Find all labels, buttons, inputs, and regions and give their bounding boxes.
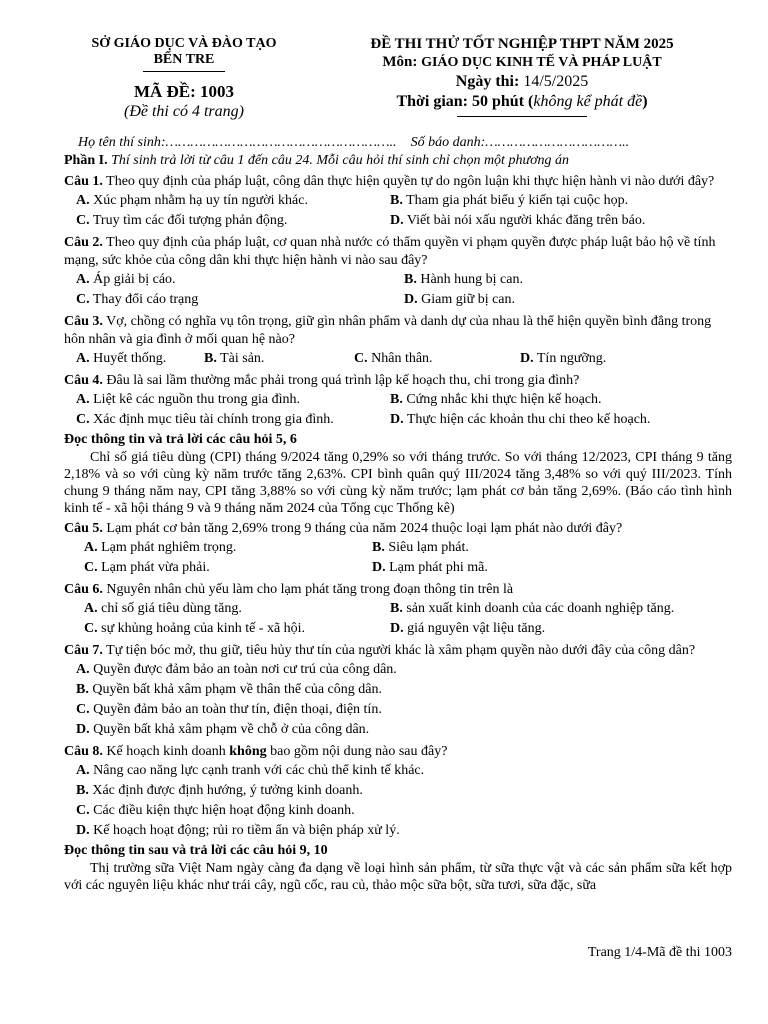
exam-code: MÃ ĐỀ: 1003 xyxy=(133,82,235,101)
org-line2: BẾN TRE xyxy=(153,52,215,67)
options-4 xyxy=(64,390,732,430)
option-text: Xác định mục tiêu tài chính trong gia đình. xyxy=(93,412,334,427)
option-letter: D. xyxy=(390,621,404,636)
option-letter: B. xyxy=(390,601,403,616)
option-text: Hành hung bị can. xyxy=(420,272,523,287)
question-6 xyxy=(64,581,732,599)
option-c xyxy=(354,349,520,369)
option-letter: A. xyxy=(76,392,90,407)
options-6 xyxy=(64,599,732,639)
option-c xyxy=(84,558,372,578)
section-passage: Chỉ số giá tiêu dùng (CPI) tháng 9/2024 tăng 0,29% so với tháng trước. So với tháng 12/2023, CPI tháng 9 tăng 2,18% và so với cùng kỳ năm trước tăng 2,63%. CPI bình quân quý III/2024 tăng 3,48% so với quý III/2023. Tính chung 9 tháng năm nay, CPI tăng 3,88% so với cùng kỳ năm trước; lạm phát cơ bản tăng 2,69%. (Báo cáo tình hình kinh tế - xã hội tháng 9 và 9 tháng năm 2024 của Tổng cục Thống kê) xyxy=(64,450,732,516)
question-number: Câu 8. xyxy=(64,744,103,759)
option-c xyxy=(64,801,732,821)
question-3 xyxy=(64,313,732,349)
part-text: Thí sinh trả lời từ câu 1 đến câu 24. Mỗi câu hỏi thí sinh chỉ chọn một phương án xyxy=(111,153,570,168)
option-d xyxy=(390,211,732,231)
question-2 xyxy=(64,234,732,270)
question-text: Theo quy định của pháp luật, công dân thực hiện quyền tự do ngôn luận khi thực hiện hành vi nào dưới đây? xyxy=(106,174,715,189)
option-text: chỉ số giá tiêu dùng tăng. xyxy=(101,601,242,616)
pages-note: (Đề thi có 4 trang) xyxy=(124,103,244,120)
option-letter: A. xyxy=(76,662,90,677)
subject-name: GIÁO DỤC KINH TẾ VÀ PHÁP LUẬT xyxy=(421,55,662,70)
option-letter: D. xyxy=(390,412,404,427)
date-line xyxy=(312,72,732,92)
question-number: Câu 4. xyxy=(64,373,103,388)
option-text: Viết bài nói xấu người khác đăng trên báo. xyxy=(406,213,646,228)
option-text: Thay đổi cáo trạng xyxy=(92,292,199,307)
option-b xyxy=(372,538,712,558)
options-5 xyxy=(64,538,732,578)
time-note: không kể phát đề xyxy=(533,93,643,110)
option-b xyxy=(204,349,354,369)
option-b xyxy=(404,270,732,290)
section-title: Đọc thông tin và trả lời các câu hỏi 5, 6 xyxy=(64,432,297,447)
option-text: Tham gia phát biểu ý kiến tại cuộc họp. xyxy=(406,193,629,208)
option-text: Lạm phát phi mã. xyxy=(389,560,488,575)
question-text: Theo quy định của pháp luật, cơ quan nhà nước có thẩm quyền vi phạm quyền được pháp luật bảo hộ về tính mạng, sức khỏe của công dân khi thực hiện hành vi nào sau đây? xyxy=(64,235,716,268)
org-underline xyxy=(143,71,225,72)
option-letter: D. xyxy=(520,351,534,366)
option-text: Lạm phát vừa phải. xyxy=(101,560,210,575)
option-letter: A. xyxy=(76,193,90,208)
option-a xyxy=(76,390,390,410)
option-letter: C. xyxy=(76,292,90,307)
option-letter: A. xyxy=(84,540,98,555)
option-letter: C. xyxy=(354,351,368,366)
option-d xyxy=(390,619,730,639)
option-letter: B. xyxy=(390,193,403,208)
option-d xyxy=(390,410,732,430)
option-text: Tín ngưỡng. xyxy=(536,351,607,366)
option-letter: C. xyxy=(76,803,90,818)
question-number: Câu 3. xyxy=(64,314,103,329)
option-a xyxy=(76,191,390,211)
option-letter: C. xyxy=(76,702,90,717)
option-b xyxy=(64,781,732,801)
header-right xyxy=(312,30,732,122)
question-text-end: bao gồm nội dung nào sau đây? xyxy=(266,744,448,759)
option-text: Thực hiện các khoản thu chi theo kế hoạch. xyxy=(406,412,651,427)
option-letter: B. xyxy=(404,272,417,287)
option-d xyxy=(64,821,732,841)
option-c xyxy=(76,290,404,310)
option-letter: B. xyxy=(76,682,89,697)
option-letter: D. xyxy=(404,292,418,307)
option-text: Truy tìm các đối tượng phản động. xyxy=(92,213,288,228)
option-text: Kế hoạch hoạt động; rủi ro tiềm ẩn và biện pháp xử lý. xyxy=(93,823,400,838)
option-a xyxy=(76,270,404,290)
part-instruction xyxy=(64,152,732,170)
question-number: Câu 5. xyxy=(64,521,103,536)
option-text: Cứng nhắc khi thực hiện kế hoạch. xyxy=(406,392,602,407)
option-d xyxy=(372,558,712,578)
question-number: Câu 1. xyxy=(64,174,103,189)
option-text: Lạm phát nghiêm trọng. xyxy=(101,540,237,555)
option-letter: A. xyxy=(76,351,90,366)
option-a xyxy=(64,761,732,781)
option-letter: C. xyxy=(84,560,98,575)
option-text: Tài sản. xyxy=(220,351,265,366)
option-letter: B. xyxy=(204,351,217,366)
candidate-id-line: Số báo danh:…………………………….. xyxy=(410,135,630,150)
option-b xyxy=(390,599,730,619)
options-3 xyxy=(64,349,732,369)
question-5 xyxy=(64,520,732,538)
option-letter: D. xyxy=(76,722,90,737)
question-text: Nguyên nhân chủ yếu làm cho lạm phát tăng trong đoạn thông tin trên là xyxy=(106,582,514,597)
option-b xyxy=(390,191,732,211)
part-label: Phần I. xyxy=(64,153,108,168)
option-text: Nhân thân. xyxy=(371,351,433,366)
subject-line xyxy=(312,53,732,72)
option-d xyxy=(404,290,732,310)
option-letter: C. xyxy=(76,412,90,427)
question-text: Tự tiện bóc mở, thu giữ, tiêu hủy thư tín của người khác là xâm phạm quyền nào dưới đây của công dân? xyxy=(106,643,696,658)
candidate-info xyxy=(64,134,732,152)
option-letter: D. xyxy=(372,560,386,575)
header-left xyxy=(64,30,304,122)
option-letter: D. xyxy=(76,823,90,838)
question-text: Kế hoạch kinh doanh xyxy=(106,744,230,759)
candidate-name-line: Họ tên thí sinh:……………………………………………….. xyxy=(78,135,397,150)
question-text: Lạm phát cơ bản tăng 2,69% trong 9 tháng của năm 2024 thuộc loại lạm phát nào dưới đây? xyxy=(106,521,623,536)
option-a xyxy=(84,538,372,558)
option-a xyxy=(84,599,390,619)
option-a xyxy=(76,349,204,369)
option-text: giá nguyên vật liệu tăng. xyxy=(407,621,546,636)
title-underline xyxy=(457,116,587,117)
question-4 xyxy=(64,372,732,390)
option-c xyxy=(64,700,732,720)
time-close: ) xyxy=(642,93,648,110)
date-value: 14/5/2025 xyxy=(523,73,589,90)
date-label: Ngày thi: xyxy=(455,73,520,90)
option-letter: B. xyxy=(372,540,385,555)
option-text: Huyết thống. xyxy=(93,351,167,366)
option-b xyxy=(64,680,732,700)
option-text: Quyền bất khả xâm phạm về chỗ ở của công dân. xyxy=(93,722,370,737)
question-number: Câu 7. xyxy=(64,643,103,658)
option-text: Các điều kiện thực hiện hoạt động kinh doanh. xyxy=(93,803,355,818)
exam-title: ĐỀ THI THỬ TỐT NGHIỆP THPT NĂM 2025 xyxy=(370,36,674,52)
option-letter: A. xyxy=(76,272,90,287)
question-text: Đâu là sai lầm thường mắc phải trong quá trình lập kế hoạch thu, chi trong gia đình? xyxy=(106,373,580,388)
option-letter: C. xyxy=(76,213,90,228)
option-text: Liệt kê các nguồn thu trong gia đình. xyxy=(93,392,300,407)
option-text: sản xuất kinh doanh của các doanh nghiệp tăng. xyxy=(406,601,675,616)
option-letter: B. xyxy=(76,783,89,798)
option-letter: A. xyxy=(84,601,98,616)
option-text: Quyền đảm bảo an toàn thư tín, điện thoại, điện tín. xyxy=(93,702,382,717)
question-number: Câu 6. xyxy=(64,582,103,597)
option-text: Quyền bất khả xâm phạm về thân thể của công dân. xyxy=(92,682,382,697)
option-text: sự khủng hoảng của kinh tế - xã hội. xyxy=(101,621,306,636)
time-label: Thời gian: 50 phút ( xyxy=(396,93,534,110)
option-text: Xúc phạm nhằm hạ uy tín người khác. xyxy=(93,193,308,208)
time-line xyxy=(312,92,732,112)
option-b xyxy=(390,390,732,410)
option-letter: A. xyxy=(76,763,90,778)
option-text: Áp giải bị cáo. xyxy=(93,272,176,287)
option-text: Nâng cao năng lực cạnh tranh với các chủ thể kinh tế khác. xyxy=(93,763,425,778)
option-d xyxy=(64,720,732,740)
option-text: Xác định được định hướng, ý tưởng kinh doanh. xyxy=(92,783,363,798)
option-letter: C. xyxy=(84,621,98,636)
option-letter: B. xyxy=(390,392,403,407)
option-d xyxy=(520,349,680,369)
subject-label: Môn: xyxy=(382,54,418,70)
option-a xyxy=(64,660,732,680)
option-text: Siêu lạm phát. xyxy=(388,540,469,555)
question-8 xyxy=(64,743,732,761)
option-c xyxy=(84,619,390,639)
question-7 xyxy=(64,642,732,660)
option-text: Giam giữ bị can. xyxy=(421,292,516,307)
page-footer: Trang 1/4-Mã đề thi 1003 xyxy=(587,945,732,960)
section-title: Đọc thông tin sau và trả lời các câu hỏi 9, 10 xyxy=(64,843,328,858)
exam-page xyxy=(64,30,732,894)
option-text: Quyền được đảm bảo an toàn nơi cư trú của công dân. xyxy=(93,662,397,677)
question-text: Vợ, chồng có nghĩa vụ tôn trọng, giữ gìn nhân phẩm và danh dự của nhau là thể hiện quyền bình đẳng trong hôn nhân và gia đình ở mối quan hệ nào? xyxy=(64,314,712,347)
section-passage: Thị trường sữa Việt Nam ngày càng đa dạng về loại hình sản phẩm, từ sữa thực vật và các sản phẩm sữa kết hợp với các nguyên liệu khác như trái cây, ngũ cốc, rau củ, thảo mộc sữa bột, sữa tươi, sữa đặc, sữa xyxy=(64,861,732,893)
header xyxy=(64,30,732,122)
option-letter: D. xyxy=(390,213,404,228)
option-c xyxy=(76,410,390,430)
option-c xyxy=(76,211,390,231)
question-number: Câu 2. xyxy=(64,235,103,250)
question-1 xyxy=(64,173,732,191)
question-emphasis: không xyxy=(229,744,267,759)
options-1 xyxy=(64,191,732,231)
org-line1: SỞ GIÁO DỤC VÀ ĐÀO TẠO xyxy=(91,36,277,51)
options-2 xyxy=(64,270,732,310)
